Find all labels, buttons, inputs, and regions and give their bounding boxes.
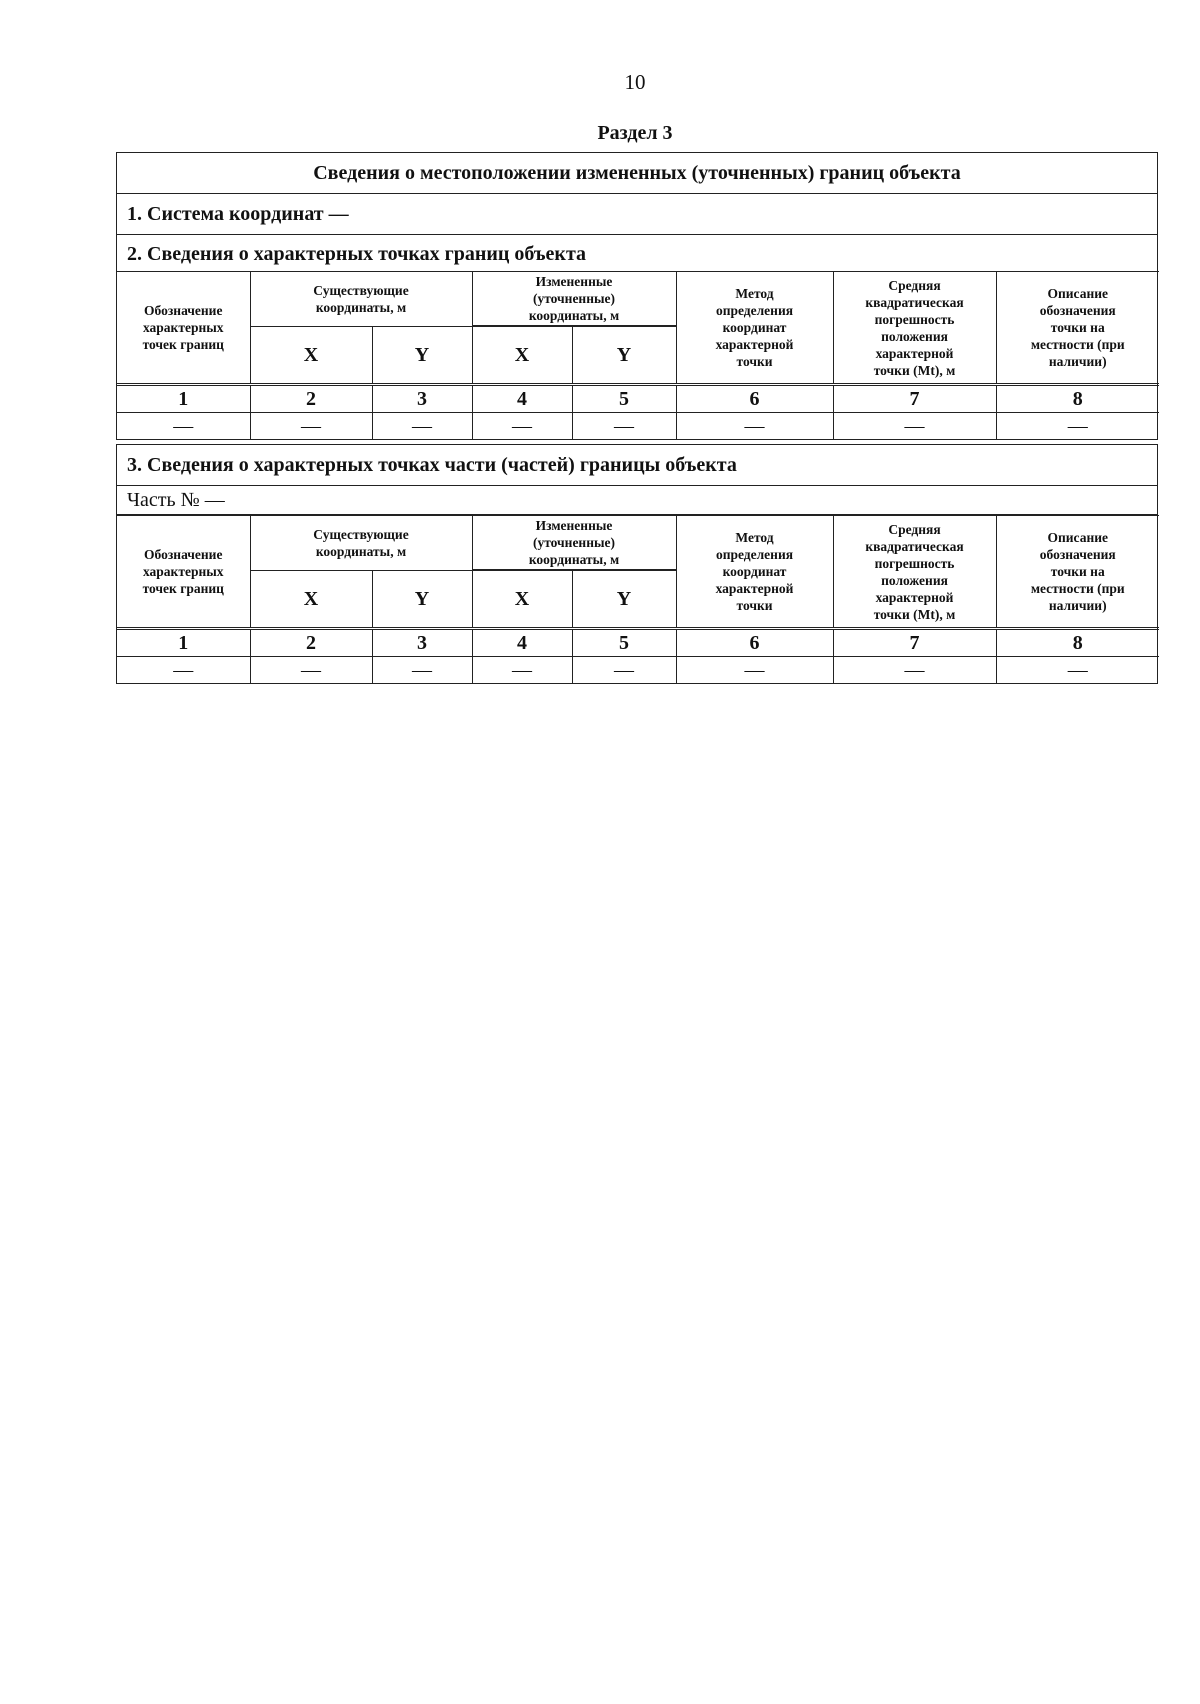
block-title: Сведения о местоположении измененных (уточненных) границ объекта xyxy=(117,153,1157,194)
section-block-boundaries xyxy=(116,152,1158,440)
col-changed-y: Y xyxy=(572,327,676,385)
header-line: Обозначение xyxy=(144,547,223,562)
column-numbers-row xyxy=(117,385,1159,413)
table-cell: — xyxy=(117,413,250,440)
header-line: положения xyxy=(881,328,948,344)
page-number: 10 xyxy=(624,70,646,94)
col-existing-y: Y xyxy=(372,571,472,629)
header-line: квадратическая xyxy=(865,294,964,310)
table-cell: — xyxy=(472,657,572,684)
table-cell: 4 xyxy=(472,385,572,413)
header-line: точки (Mt), м xyxy=(873,606,956,622)
col-existing-y: Y xyxy=(372,327,472,385)
table-row xyxy=(117,657,1159,684)
col-designation xyxy=(117,272,250,385)
header-line: характерных xyxy=(142,320,224,335)
table-cell: — xyxy=(572,657,676,684)
header-line: (уточненные) xyxy=(532,290,616,306)
section-title: Раздел 3 xyxy=(597,122,673,144)
header-line: Существующие xyxy=(313,527,409,542)
header-line: квадратическая xyxy=(865,538,964,554)
header-line: точек границ xyxy=(142,581,224,596)
table-cell: 5 xyxy=(572,385,676,413)
points-title: 2. Сведения о характерных точках границ объекта xyxy=(127,243,587,265)
table-cell: 1 xyxy=(117,385,250,413)
col-error xyxy=(833,272,996,385)
header-line: обозначения xyxy=(1039,547,1116,562)
table-cell: — xyxy=(833,657,996,684)
table-row xyxy=(117,413,1159,440)
header-line: Существующие xyxy=(313,283,409,298)
header-line: Средняя xyxy=(888,277,941,293)
table-cell: — xyxy=(250,657,372,684)
table-cell: — xyxy=(996,657,1159,684)
points-table xyxy=(117,271,1159,439)
table-cell: 5 xyxy=(572,629,676,657)
header-line: координат xyxy=(722,320,787,335)
header-line: Обозначение xyxy=(144,303,223,318)
header-line: характерной xyxy=(875,589,954,605)
header-line: Метод xyxy=(735,286,774,301)
header-line: координаты, м xyxy=(473,307,676,326)
header-line: координаты, м xyxy=(473,551,676,570)
table-cell: 3 xyxy=(372,629,472,657)
table-cell: 6 xyxy=(676,629,833,657)
header-line: характерных xyxy=(142,564,224,579)
header-line: погрешность xyxy=(874,555,955,571)
section-block-parts xyxy=(116,444,1158,684)
header-line: определения xyxy=(715,303,794,318)
header-line: местности (при xyxy=(1030,337,1125,352)
parts-points-table xyxy=(117,515,1159,683)
table-cell: 8 xyxy=(996,629,1159,657)
table-cell: — xyxy=(996,413,1159,440)
col-existing xyxy=(250,516,472,571)
header-line: погрешность xyxy=(874,311,955,327)
table-cell: — xyxy=(250,413,372,440)
header-line: Измененные xyxy=(535,517,613,533)
table-cell: 8 xyxy=(996,385,1159,413)
table-cell: 2 xyxy=(250,629,372,657)
col-existing-x: X xyxy=(250,571,372,629)
header-line: точки xyxy=(736,354,773,369)
header-line: Описание xyxy=(1047,286,1108,301)
header-line: координаты, м xyxy=(315,300,407,315)
table-cell: — xyxy=(676,657,833,684)
header-line: точки xyxy=(736,598,773,613)
table-cell: — xyxy=(472,413,572,440)
table-cell: — xyxy=(372,657,472,684)
col-changed-x: X xyxy=(472,327,572,385)
header-line: определения xyxy=(715,547,794,562)
header-line: наличии) xyxy=(1048,598,1107,613)
header-line: Описание xyxy=(1047,530,1108,545)
table-cell: — xyxy=(572,413,676,440)
col-method xyxy=(676,272,833,385)
header-line: точки на xyxy=(1050,564,1105,579)
table-cell: 1 xyxy=(117,629,250,657)
header-line: наличии) xyxy=(1048,354,1107,369)
table-cell: — xyxy=(372,413,472,440)
table-cell: — xyxy=(676,413,833,440)
table-cell: — xyxy=(117,657,250,684)
header-line: Средняя xyxy=(888,521,941,537)
col-description xyxy=(996,272,1159,385)
col-changed-x: X xyxy=(472,571,572,629)
col-method xyxy=(676,516,833,629)
header-line: Метод xyxy=(735,530,774,545)
part-number: Часть № — xyxy=(117,486,1157,515)
col-changed xyxy=(472,272,676,327)
header-line: местности (при xyxy=(1030,581,1125,596)
table-cell: 4 xyxy=(472,629,572,657)
header-line: положения xyxy=(881,572,948,588)
table-cell: — xyxy=(833,413,996,440)
header-line: характерной xyxy=(715,337,794,352)
header-line: координат xyxy=(722,564,787,579)
parts-points-title: 3. Сведения о характерных точках части (частей) границы объекта xyxy=(117,445,1157,486)
table-cell: 7 xyxy=(833,385,996,413)
header-line: (уточненные) xyxy=(532,534,616,550)
coordinate-system: 1. Система координат — xyxy=(117,194,1157,235)
col-existing-x: X xyxy=(250,327,372,385)
table-cell: 6 xyxy=(676,385,833,413)
header-line: точек границ xyxy=(142,337,224,352)
col-changed xyxy=(472,516,676,571)
header-line: точки (Mt), м xyxy=(873,362,956,378)
header-line: характерной xyxy=(715,581,794,596)
column-numbers-row xyxy=(117,629,1159,657)
col-existing xyxy=(250,272,472,327)
col-designation xyxy=(117,516,250,629)
table-cell: 3 xyxy=(372,385,472,413)
header-line: координаты, м xyxy=(315,544,407,559)
col-changed-y: Y xyxy=(572,571,676,629)
header-line: обозначения xyxy=(1039,303,1116,318)
table-cell: 2 xyxy=(250,385,372,413)
table-cell: 7 xyxy=(833,629,996,657)
header-line: Измененные xyxy=(535,273,613,289)
col-error xyxy=(833,516,996,629)
col-description xyxy=(996,516,1159,629)
header-line: характерной xyxy=(875,345,954,361)
header-line: точки на xyxy=(1050,320,1105,335)
